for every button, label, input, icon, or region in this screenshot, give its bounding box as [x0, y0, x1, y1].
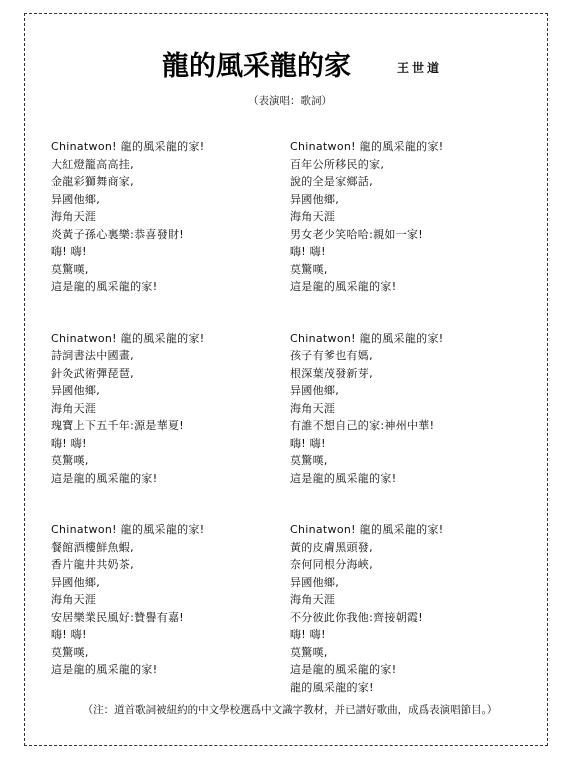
lyric-line: 金龍彩獅舞商家, [51, 175, 134, 188]
lyric-line: 香片龍井共奶茶, [51, 558, 134, 571]
header [0, 51, 580, 83]
subtitle: （表演唱：歌詞） [248, 95, 332, 107]
lyric-line: 安居樂業民風好:贊譽有嘉! [51, 610, 185, 624]
lyric-line: 莫驚嘆, [290, 454, 328, 467]
page-title: 龍的風采龍的家 [162, 51, 351, 82]
lyric-line: 海角天涯 [51, 401, 97, 415]
lyric-line: Chinatwon! 龍的風采龍的家! [51, 331, 205, 345]
lyric-line: 這是龍的風采龍的家! [290, 280, 397, 293]
lyric-line: 百年公所移民的家, [290, 157, 385, 171]
lyric-line: 异國他鄉, [290, 192, 339, 206]
lyric-line: 炎黃子孫心裏樂:恭喜發財! [51, 227, 185, 241]
author-name: 王世道 [397, 61, 443, 75]
lyric-line: 不分彼此你我他:齊接朝霞! [290, 610, 424, 624]
lyric-line: 這是龍的風采龍的家! [290, 663, 397, 676]
lyric-line: 异國他鄉, [51, 384, 100, 397]
lyrics-left-column [51, 138, 281, 713]
lyric-line: 瑰寶上下五千年:源是華夏! [51, 419, 185, 432]
lyric-line: 詩詞書法中國畫, [51, 349, 134, 362]
lyric-line: Chinatwon! 龍的風采龍的家! [290, 331, 444, 345]
lyric-line: 龍的風采龍的家! [290, 680, 374, 694]
lyric-line: 异國他鄉, [51, 575, 100, 589]
lyric-line: 海角天涯 [290, 593, 336, 606]
lyric-line: Chinatwon! 龍的風采龍的家! [51, 140, 205, 153]
lyric-line: 這是龍的風采龍的家! [51, 471, 158, 485]
lyric-line: 海角天涯 [290, 401, 336, 415]
lyric-line: Chinatwon! 龍的風采龍的家! [51, 523, 205, 536]
footnote: （注：道首歌詞被紐約的中文學校選爲中文識字教材，并已譜好歌曲，成爲表演唱節目。） [82, 704, 498, 716]
lyric-line: Chinatwon! 龍的風采龍的家! [290, 523, 444, 536]
lyric-line: 黃的皮膚黑頭發, [290, 540, 373, 554]
lyric-line: 莫驚嘆, [51, 454, 89, 467]
lyric-line: Chinatwon! 龍的風采龍的家! [290, 140, 444, 153]
lyric-line: 莫驚嘆, [290, 262, 328, 276]
stanza [51, 521, 281, 679]
stanza [290, 521, 520, 696]
lyric-line: 海角天涯 [51, 593, 97, 606]
lyric-line: 嗨! 嗨! [290, 628, 326, 641]
lyric-line: 男女老少笑哈哈:親如一家! [290, 227, 424, 241]
lyric-line: 針灸武術彈琵琶, [51, 366, 134, 380]
lyric-line: 嗨! 嗨! [290, 436, 326, 450]
lyric-line: 這是龍的風采龍的家! [51, 663, 158, 676]
lyric-line: 莫驚嘆, [290, 645, 328, 659]
lyric-line: 根深葉茂發新芽, [290, 366, 373, 380]
lyrics-right-column [290, 138, 520, 730]
lyric-line: 孩子有爹也有媽, [290, 349, 373, 362]
lyric-line: 這是龍的風采龍的家! [290, 471, 397, 485]
stanza [51, 330, 281, 488]
lyric-line: 异國他鄉, [290, 384, 339, 397]
lyric-line: 异國他鄉, [290, 575, 339, 589]
lyric-line: 莫驚嘆, [51, 262, 89, 276]
lyric-line: 說的全是家鄉話, [290, 175, 373, 188]
stanza [290, 330, 520, 488]
lyric-line: 這是龍的風采龍的家! [51, 280, 158, 293]
stanza [51, 138, 281, 296]
lyric-line: 大紅燈籠高高挂, [51, 157, 134, 171]
lyric-line: 嗨! 嗨! [51, 245, 87, 258]
lyric-line: 嗨! 嗨! [51, 628, 87, 641]
lyric-line: 奈何同根分海峽, [290, 558, 373, 571]
lyric-line: 餐館酒樓鮮魚蝦, [51, 540, 134, 554]
lyric-line: 嗨! 嗨! [290, 245, 326, 258]
lyric-line: 海角天涯 [290, 210, 336, 223]
lyric-line: 莫驚嘆, [51, 645, 89, 659]
lyric-line: 海角天涯 [51, 210, 97, 223]
lyric-line: 异國他鄉, [51, 192, 100, 206]
stanza [290, 138, 520, 296]
lyric-line: 有誰不想自己的家:神州中華! [290, 419, 435, 432]
lyric-line: 嗨! 嗨! [51, 436, 87, 450]
